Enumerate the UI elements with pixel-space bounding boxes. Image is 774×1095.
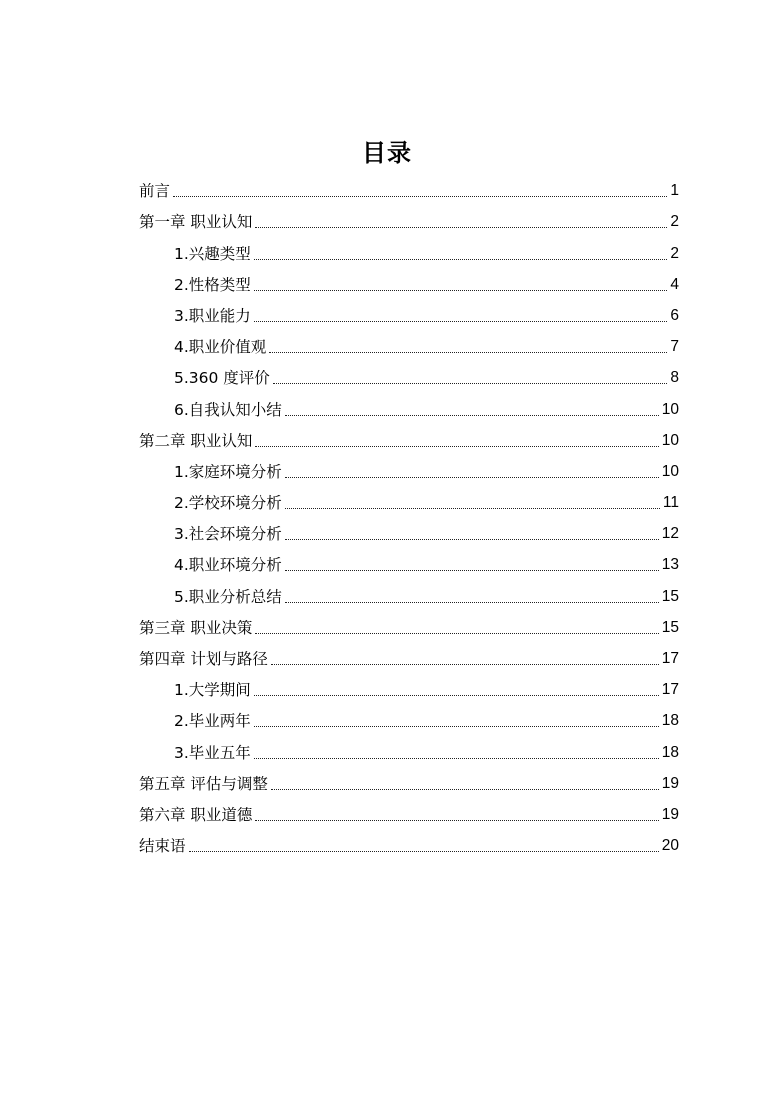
toc-entry-label: 5.职业分析总结 <box>174 587 282 606</box>
toc-chapter-entry[interactable] <box>139 172 679 203</box>
toc-entry-label: 2.学校环境分析 <box>174 494 282 513</box>
dot-leader <box>285 570 659 571</box>
toc-subsection-entry[interactable] <box>139 266 679 297</box>
dot-leader <box>269 352 667 353</box>
toc-page-number: 10 <box>661 462 679 480</box>
table-of-contents <box>139 172 679 858</box>
toc-entry-label: 前言 <box>139 182 171 201</box>
toc-entry-label: 2.毕业两年 <box>174 712 251 731</box>
dot-leader <box>254 695 659 696</box>
toc-subsection-entry[interactable] <box>139 484 679 515</box>
toc-entry-label: 结束语 <box>139 837 186 856</box>
dot-leader <box>271 789 659 790</box>
toc-page-number: 15 <box>661 587 679 605</box>
dot-leader <box>254 758 659 759</box>
toc-title: 目录 <box>362 139 412 167</box>
dot-leader <box>273 383 668 384</box>
toc-page-number: 18 <box>661 743 679 761</box>
toc-page-number: 17 <box>661 650 679 667</box>
toc-subsection-entry[interactable] <box>139 234 679 265</box>
toc-entry-label: 第五章 评估与调整 <box>139 774 268 793</box>
toc-entry-label: 第一章 职业认知 <box>139 213 253 232</box>
toc-page-number: 19 <box>661 805 679 823</box>
dot-leader <box>285 539 659 540</box>
toc-entry-label: 6.自我认知小结 <box>174 400 282 419</box>
toc-entry-label: 4.职业价值观 <box>174 338 267 357</box>
toc-chapter-entry[interactable] <box>139 796 679 827</box>
toc-subsection-entry[interactable] <box>139 733 679 764</box>
toc-subsection-entry[interactable] <box>139 546 679 577</box>
toc-entry-label: 2.性格类型 <box>174 275 251 294</box>
dot-leader <box>254 290 668 291</box>
toc-page-number: 19 <box>661 774 679 792</box>
toc-page-number: 11 <box>662 494 679 512</box>
toc-page-number: 10 <box>661 431 679 449</box>
dot-leader <box>285 477 659 478</box>
dot-leader <box>254 321 668 322</box>
toc-chapter-entry[interactable] <box>139 640 679 671</box>
toc-entry-label: 3.毕业五年 <box>174 743 251 762</box>
toc-page-number: 2 <box>670 213 679 231</box>
toc-chapter-entry[interactable] <box>139 765 679 796</box>
toc-page-number: 13 <box>661 556 679 574</box>
toc-subsection-entry[interactable] <box>139 390 679 421</box>
dot-leader <box>173 196 667 197</box>
toc-entry-label: 4.职业环境分析 <box>174 556 282 575</box>
toc-chapter-entry[interactable] <box>139 203 679 234</box>
dot-leader <box>285 602 659 603</box>
toc-chapter-entry[interactable] <box>139 609 679 640</box>
dot-leader <box>285 415 659 416</box>
toc-page-number: 12 <box>661 525 679 543</box>
toc-page-number: 2 <box>670 244 679 262</box>
toc-entry-label: 第六章 职业道德 <box>139 805 253 824</box>
toc-chapter-entry[interactable] <box>139 827 679 858</box>
toc-subsection-entry[interactable] <box>139 359 679 390</box>
dot-leader <box>254 259 668 260</box>
dot-leader <box>189 851 659 852</box>
toc-subsection-entry[interactable] <box>139 671 679 702</box>
toc-page-number: 7 <box>670 338 679 356</box>
toc-subsection-entry[interactable] <box>139 515 679 546</box>
toc-subsection-entry[interactable] <box>139 328 679 359</box>
toc-page-number: 6 <box>670 306 679 324</box>
toc-subsection-entry[interactable] <box>139 702 679 733</box>
toc-chapter-entry[interactable] <box>139 422 679 453</box>
toc-entry-label: 1.家庭环境分析 <box>174 462 282 481</box>
toc-page-number: 18 <box>661 712 679 730</box>
dot-leader <box>255 633 658 634</box>
dot-leader <box>254 726 659 727</box>
toc-page-number: 20 <box>661 837 679 855</box>
dot-leader <box>255 820 658 821</box>
dot-leader <box>255 446 658 447</box>
toc-subsection-entry[interactable] <box>139 297 679 328</box>
toc-entry-label: 1.大学期间 <box>174 681 251 700</box>
toc-entry-label: 第三章 职业决策 <box>139 618 253 637</box>
toc-entry-label: 第二章 职业认知 <box>139 431 253 450</box>
toc-entry-label: 3.社会环境分析 <box>174 525 282 544</box>
toc-page-number: 15 <box>661 618 679 636</box>
toc-page-number: 10 <box>661 400 679 418</box>
toc-page-number: 1 <box>670 182 679 200</box>
dot-leader <box>255 227 667 228</box>
toc-entry-label: 第四章 计划与路径 <box>139 650 268 668</box>
dot-leader <box>285 508 660 509</box>
dot-leader <box>271 664 659 665</box>
toc-page-number: 8 <box>670 369 679 387</box>
toc-entry-label: 1.兴趣类型 <box>174 244 251 263</box>
toc-page-number: 4 <box>670 275 679 293</box>
toc-page-number: 17 <box>661 681 679 699</box>
toc-subsection-entry[interactable] <box>139 453 679 484</box>
toc-entry-label: 3.职业能力 <box>174 306 251 325</box>
toc-entry-label: 5.360 度评价 <box>174 369 270 388</box>
toc-subsection-entry[interactable] <box>139 577 679 608</box>
